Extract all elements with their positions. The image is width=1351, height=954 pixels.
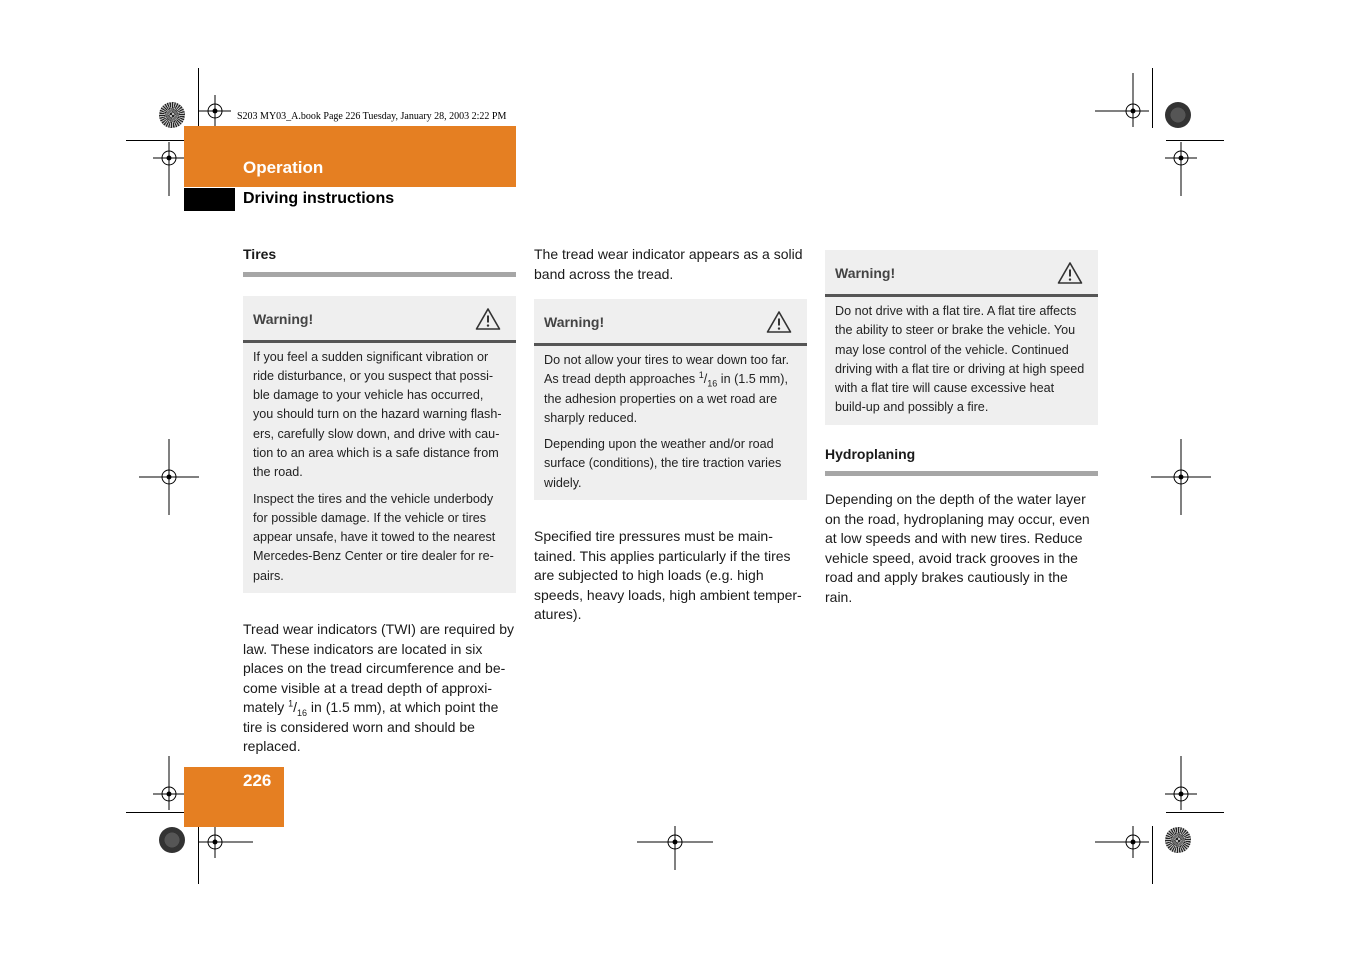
subsection-title: Driving instructions — [243, 190, 395, 207]
body-paragraph: Specified tire pressures must be main-tained. This applies particularly if the tires are subjected to high loads (e.g. high speeds, heavy loads, high ambient temper-atures). — [534, 528, 802, 623]
column-3 — [825, 250, 1098, 619]
warning-paragraph: Do not drive with a flat tire. A flat tire affects the ability to steer or brake the vehicle. You may lose control of the vehicle. Continued driving with a flat tire or driving at high speed with a flat tire will cause excessive heat build-up and possibly a fire. — [835, 304, 1085, 415]
fraction-numerator: 1 — [698, 370, 704, 381]
fraction-slash: / — [703, 372, 708, 387]
heading-hydroplaning: Hydroplaning — [825, 445, 916, 462]
warning-box — [534, 299, 807, 500]
warning-box — [243, 296, 516, 594]
body-paragraph: Depending on the depth of the water layer on the road, hydroplaning may occur, even at low speeds and with new tires. Reduce vehicle speed, avoid track grooves in the road and apply brakes cautiously in the rain. — [825, 491, 1090, 605]
warning-triangle-icon — [475, 307, 501, 331]
fraction-slash: / — [293, 699, 298, 716]
column-1 — [243, 245, 516, 769]
body-paragraph: The tread wear indicator appears as a solid band across the tread. — [534, 246, 803, 282]
page-number: 226 — [243, 771, 272, 790]
text-run: in (1.5 mm), at which point the tire is considered worn and should be replaced. — [243, 699, 499, 755]
warning-paragraph: Inspect the tires and the vehicle underbody for possible damage. If the vehicle or tires appear unsafe, have it towed to the nearest Mercedes-Benz Center or tire dealer for re-pairs. — [253, 491, 496, 583]
body-paragraph — [243, 620, 516, 757]
warning-header — [534, 299, 807, 346]
warning-body — [534, 346, 807, 500]
heading-tires: Tires — [243, 246, 277, 262]
column-2 — [534, 245, 807, 637]
text-run: Tread wear indicators (TWI) are required by law. These indicators are located in six places on the tread circumference and be-come visible at a tread depth of approxi-mately — [243, 621, 515, 716]
section-title: Operation — [243, 158, 324, 177]
text-run: in (1.5 mm), the adhesion properties on a wet road are sharply reduced. — [544, 372, 788, 425]
warning-title: Warning! — [544, 314, 605, 330]
warning-body — [825, 297, 1098, 425]
warning-triangle-icon — [766, 310, 792, 334]
fraction-denominator: 16 — [707, 378, 718, 389]
warning-paragraph: Depending upon the weather and/or road surface (conditions), the tire traction varies widely. — [544, 437, 782, 490]
warning-title: Warning! — [835, 265, 896, 281]
warning-header — [825, 250, 1098, 297]
section-tab-marker — [184, 188, 235, 211]
warning-box — [825, 250, 1098, 425]
section-header-band — [184, 126, 516, 187]
warning-triangle-icon — [1057, 261, 1083, 285]
warning-body — [243, 343, 516, 594]
fraction-denominator: 16 — [297, 707, 308, 718]
warning-paragraph: If you feel a sudden significant vibration or ride disturbance, or you suspect that possi-ble damage to your vehicle has occurred, you should turn on the hazard warning flash-ers, carefully slow down, and drive with cau-tion to an area which is a safe distance from the road. — [253, 349, 502, 480]
fraction-numerator: 1 — [288, 698, 294, 709]
heading-rule — [243, 272, 516, 277]
warning-paragraph — [544, 351, 797, 428]
text-run: Do not allow your tires to wear down too far. As tread depth approaches — [544, 353, 789, 387]
print-slug: S203 MY03_A.book Page 226 Tuesday, January 28, 2003 2:22 PM — [237, 111, 507, 122]
warning-header — [243, 296, 516, 343]
warning-title: Warning! — [253, 310, 314, 327]
heading-rule — [825, 471, 1098, 476]
